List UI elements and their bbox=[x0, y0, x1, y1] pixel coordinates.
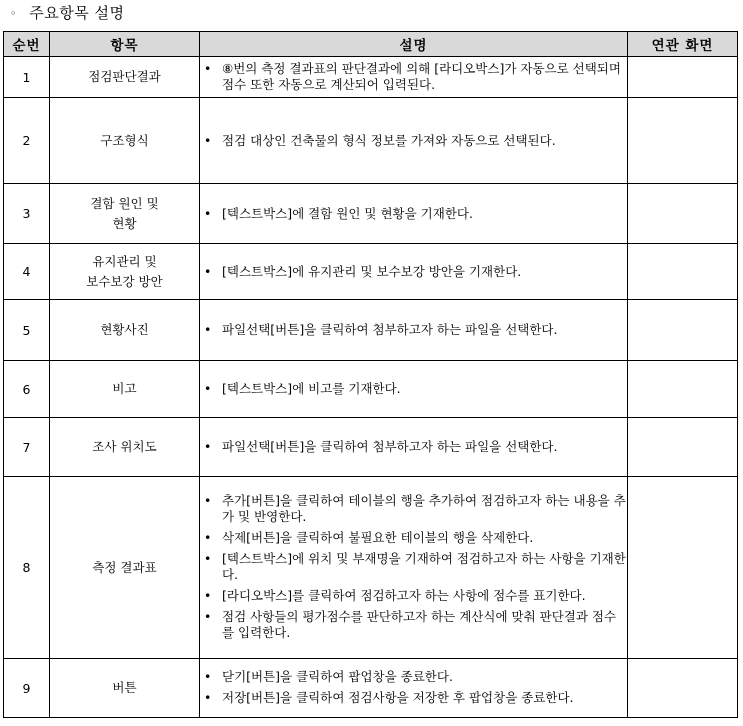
table-row bbox=[4, 659, 738, 718]
description-text: 삭제[버튼]을 클릭하여 불필요한 테이블의 행을 삭제한다. bbox=[222, 529, 534, 545]
bullet-icon: • bbox=[204, 205, 212, 221]
description-text: [텍스트박스]에 비고를 기재한다. bbox=[222, 381, 401, 396]
description-list bbox=[200, 61, 627, 93]
row-description bbox=[200, 361, 628, 418]
bullet-icon: • bbox=[204, 263, 212, 279]
item-label-line: 조사 위치도 bbox=[92, 439, 157, 454]
row-related-screen bbox=[628, 57, 738, 98]
table-row bbox=[4, 98, 738, 184]
row-number: 1 bbox=[4, 57, 50, 98]
item-label-line: 측정 결과표 bbox=[92, 559, 157, 575]
description-text: 저장[버튼]을 클릭하여 점검사항을 저장한 후 팝업창을 종료한다. bbox=[222, 689, 574, 705]
description-item bbox=[200, 206, 627, 222]
bullet-icon: • bbox=[204, 608, 212, 624]
description-list bbox=[200, 493, 627, 641]
description-item bbox=[200, 381, 627, 397]
description-text: 점검 사항들의 평가점수를 판단하고자 하는 계산식에 맞춰 판단결과 점수를 입력한다. bbox=[222, 608, 617, 640]
table-row bbox=[4, 57, 738, 98]
description-text: 닫기[버튼]을 클릭하여 팝업창을 종료한다. bbox=[222, 668, 453, 684]
table-row bbox=[4, 300, 738, 361]
bullet-icon: • bbox=[204, 322, 212, 337]
row-description bbox=[200, 244, 628, 300]
row-number: 5 bbox=[4, 300, 50, 361]
header-desc: 설명 bbox=[200, 32, 628, 57]
row-description bbox=[200, 98, 628, 184]
item-label-line: 현황 bbox=[112, 215, 137, 231]
table-header-row bbox=[4, 32, 738, 57]
description-list bbox=[200, 264, 627, 280]
table-row bbox=[4, 418, 738, 477]
row-item bbox=[50, 477, 200, 659]
row-description bbox=[200, 659, 628, 718]
description-item bbox=[200, 439, 627, 455]
description-list bbox=[200, 381, 627, 397]
row-related-screen bbox=[628, 659, 738, 718]
description-text: [텍스트박스]에 결함 원인 및 현황을 기재한다. bbox=[222, 205, 473, 221]
description-item bbox=[200, 551, 627, 583]
row-related-screen bbox=[628, 300, 738, 361]
row-item bbox=[50, 659, 200, 718]
description-item bbox=[200, 530, 627, 546]
description-text: ⑧번의 측정 결과표의 판단결과에 의해 [라디오박스]가 자동으로 선택되며 점수 또한 자동으로 계산되어 입력된다. bbox=[222, 61, 621, 92]
row-description bbox=[200, 300, 628, 361]
description-item bbox=[200, 61, 627, 93]
row-description bbox=[200, 57, 628, 98]
bullet-icon: • bbox=[204, 587, 212, 603]
description-list bbox=[200, 439, 627, 455]
row-description bbox=[200, 418, 628, 477]
bullet-icon: • bbox=[204, 550, 212, 566]
row-item bbox=[50, 98, 200, 184]
section-heading bbox=[10, 0, 125, 26]
description-text: [라디오박스]를 클릭하여 점검하고자 하는 사항에 점수를 표기한다. bbox=[222, 587, 586, 603]
item-label-line: 구조형식 bbox=[100, 132, 149, 148]
row-item bbox=[50, 244, 200, 300]
description-item bbox=[200, 493, 627, 525]
description-text: 파일선택[버튼]을 클릭하여 첨부하고자 하는 파일을 선택한다. bbox=[222, 322, 558, 337]
description-text: 점검 대상인 건축물의 형식 정보를 가져와 자동으로 선택된다. bbox=[222, 132, 556, 148]
row-description bbox=[200, 477, 628, 659]
row-item bbox=[50, 361, 200, 418]
description-text: 파일선택[버튼]을 클릭하여 첨부하고자 하는 파일을 선택한다. bbox=[222, 439, 558, 454]
description-item bbox=[200, 133, 627, 149]
row-item bbox=[50, 418, 200, 477]
row-number: 4 bbox=[4, 244, 50, 300]
description-list bbox=[200, 669, 627, 706]
row-item bbox=[50, 57, 200, 98]
description-item bbox=[200, 588, 627, 604]
row-number: 6 bbox=[4, 361, 50, 418]
item-label-line: 유지관리 및 bbox=[92, 253, 157, 269]
row-number: 8 bbox=[4, 477, 50, 659]
description-list bbox=[200, 133, 627, 149]
bullet-icon: • bbox=[204, 61, 212, 76]
item-description-table bbox=[3, 31, 738, 718]
description-item bbox=[200, 264, 627, 280]
row-item bbox=[50, 184, 200, 244]
bullet-icon: • bbox=[204, 132, 212, 148]
row-related-screen bbox=[628, 244, 738, 300]
item-label-line: 점검판단결과 bbox=[88, 69, 161, 84]
header-no: 순번 bbox=[4, 32, 50, 57]
row-number: 7 bbox=[4, 418, 50, 477]
item-label-line: 버튼 bbox=[112, 680, 137, 695]
header-related: 연관 화면 bbox=[628, 32, 738, 57]
table-row bbox=[4, 477, 738, 659]
row-related-screen bbox=[628, 418, 738, 477]
description-item bbox=[200, 322, 627, 338]
row-number: 3 bbox=[4, 184, 50, 244]
item-label-line: 현황사진 bbox=[100, 322, 149, 337]
header-item: 항목 bbox=[50, 32, 200, 57]
item-label-line: 결함 원인 및 bbox=[90, 195, 159, 211]
row-number: 9 bbox=[4, 659, 50, 718]
section-title: 주요항목 설명 bbox=[29, 4, 125, 22]
table-body bbox=[4, 57, 738, 718]
description-text: 추가[버튼]을 클릭하여 테이블의 행을 추가하여 점검하고자 하는 내용을 추가 및 반영한다. bbox=[222, 492, 626, 524]
description-item bbox=[200, 690, 627, 706]
bullet-icon: • bbox=[204, 689, 212, 705]
description-list bbox=[200, 322, 627, 338]
bullet-icon: • bbox=[204, 492, 212, 508]
bullet-icon: • bbox=[204, 381, 212, 396]
heading-bullet: ◦ bbox=[10, 7, 17, 20]
row-related-screen bbox=[628, 361, 738, 418]
table-row bbox=[4, 244, 738, 300]
row-item bbox=[50, 300, 200, 361]
item-label-line: 비고 bbox=[112, 381, 137, 396]
row-related-screen bbox=[628, 98, 738, 184]
description-item bbox=[200, 609, 627, 641]
description-text: [텍스트박스]에 위치 및 부재명을 기재하여 점검하고자 하는 사항을 기재한다. bbox=[222, 550, 626, 582]
table-row bbox=[4, 184, 738, 244]
table-row bbox=[4, 361, 738, 418]
row-description bbox=[200, 184, 628, 244]
row-related-screen bbox=[628, 184, 738, 244]
description-text: [텍스트박스]에 유지관리 및 보수보강 방안을 기재한다. bbox=[222, 263, 522, 279]
description-item bbox=[200, 669, 627, 685]
row-number: 2 bbox=[4, 98, 50, 184]
item-label-line: 보수보강 방안 bbox=[86, 273, 163, 289]
description-list bbox=[200, 206, 627, 222]
bullet-icon: • bbox=[204, 529, 212, 545]
bullet-icon: • bbox=[204, 668, 212, 684]
row-related-screen bbox=[628, 477, 738, 659]
bullet-icon: • bbox=[204, 439, 212, 454]
